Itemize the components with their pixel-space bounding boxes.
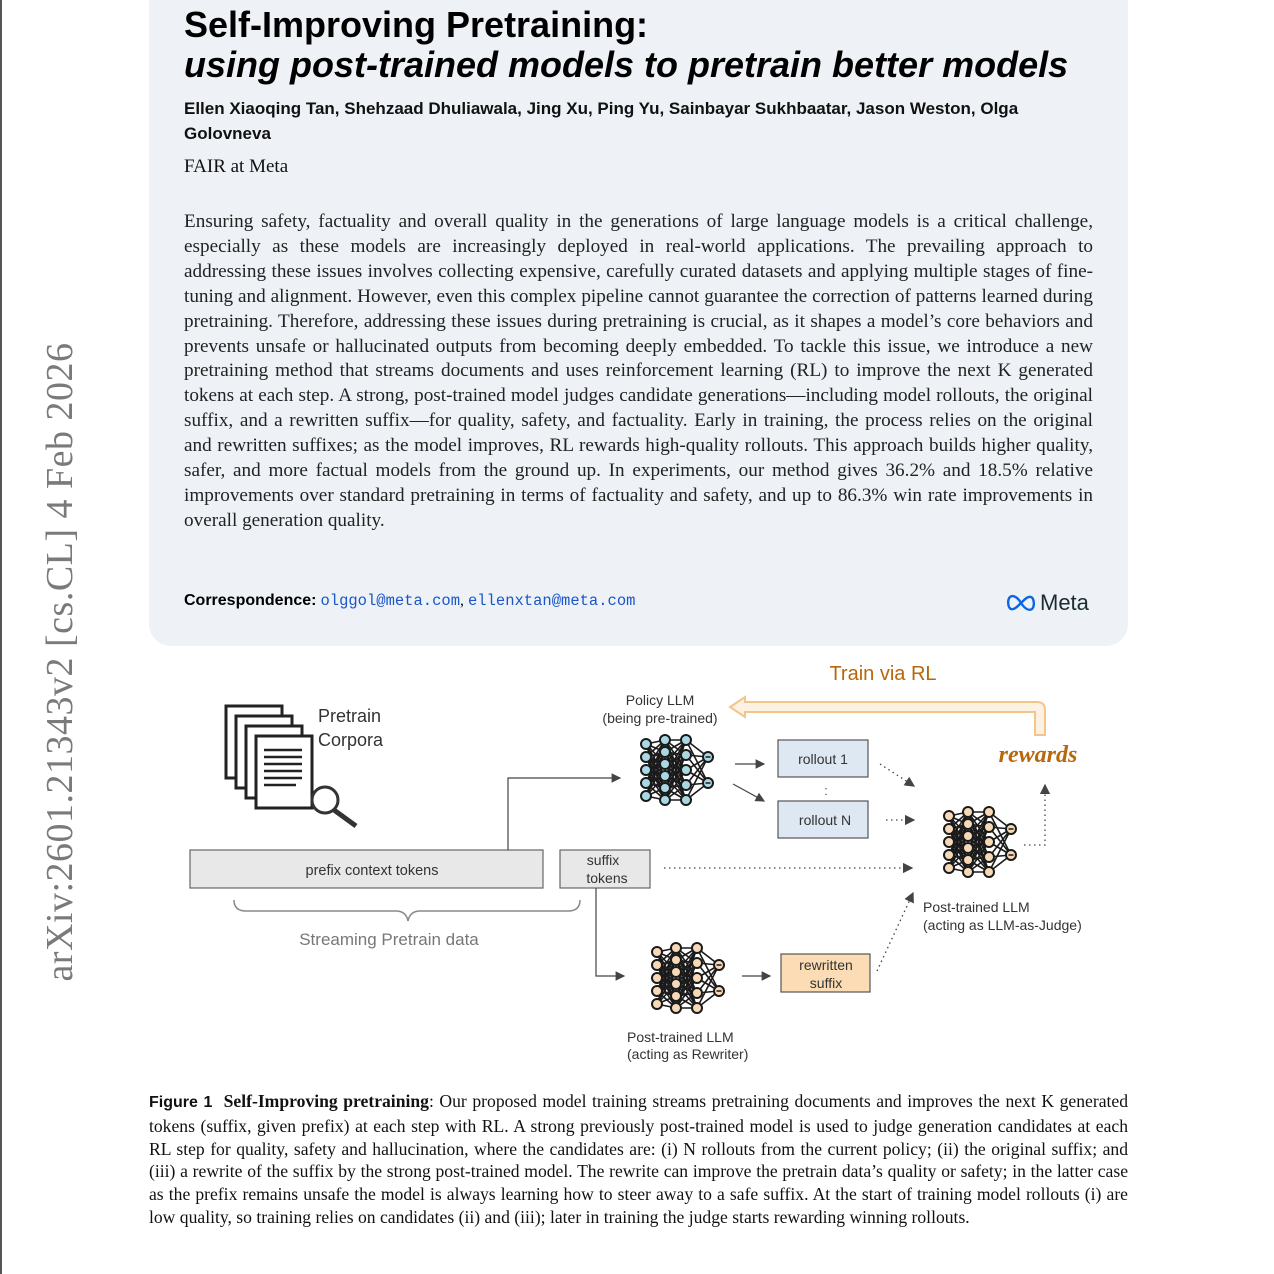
paper-title: Self-Improving Pretraining: (184, 4, 649, 45)
pretrain-corpora-line2: Corpora (318, 730, 384, 750)
judge-label-line1: Post-trained LLM (923, 899, 1030, 915)
magnifier-icon (312, 787, 356, 826)
streaming-label: Streaming Pretrain data (299, 930, 479, 949)
email-link-2[interactable]: ellenxtan@meta.com (468, 592, 636, 610)
rewards-label: rewards (998, 742, 1078, 768)
rewritten-suffix-line1: rewritten (799, 957, 853, 973)
train-via-rl-label: Train via RL (829, 663, 937, 685)
rollout-N-label: rollout N (798, 812, 852, 828)
rewriter-neural-network-icon (652, 943, 724, 1013)
suffix-label-line2: tokens (586, 870, 628, 886)
figure-caption (149, 1090, 1128, 1229)
rewriter-label-line1: Post-trained LLM (627, 1029, 734, 1045)
policy-llm-label-line2: (being pre-trained) (602, 710, 718, 726)
paper-subtitle: using post-trained models to pretrain better models (184, 44, 1069, 85)
rewritten-suffix-line2: suffix (809, 975, 843, 991)
figure-name: Self-Improving pretraining (223, 1091, 429, 1111)
email-separator: , (460, 592, 464, 609)
meta-logo-text: Meta (1040, 590, 1089, 615)
policy-to-rolloutN-arrow (733, 784, 764, 801)
pretrain-corpora-line1: Pretrain (318, 706, 382, 726)
policy-llm-label-line1: Policy LLM (625, 692, 695, 708)
author-list: Ellen Xiaoqing Tan, Shehzaad Dhuliawala, Jing Xu, Ping Yu, Sainbayar Sukhbaatar, Jason Weston, Olga Golovneva (184, 99, 1019, 143)
abstract: Ensuring safety, factuality and overall quality in the generations of large language models is a critical challenge, especially as these models are increasingly deployed in real-world applications. The prevailing approach to addressing these issues involves collecting expensive, carefully curated datasets and applying multiple stages of fine-tuning and alignment. However, even this complex pipeline cannot guarantee the correction of patterns learned during pretraining. Therefore, addressing these issues during pretraining is crucial, as it shapes a model’s core behaviors and prevents unsafe or hallucinated outputs from becoming deeply embedded. To tackle this issue, we introduce a new pretraining method that streams documents and uses reinforcement learning (RL) to improve the next K generated tokens at each step. A strong, post-trained model judges candidate generations—including model rollouts, the original suffix, and a rewritten suffix—for quality, safety, and factuality. Early in training, the process relies on the original and rewritten suffixes; as the model improves, RL rewards high-quality rollouts. This approach builds higher quality, safer, and more factual models from the ground up. In experiments, our method gives 36.2% and 18.5% relative improvements over standard pretraining in terms of factuality and safety, and up to 86.3% win rate improvements in overall generation quality. (184, 211, 1093, 531)
email-link-1[interactable]: olggol@meta.com (320, 592, 460, 610)
judge-neural-network-icon (944, 807, 1016, 877)
rl-feedback-arrow (730, 697, 1045, 735)
documents-icon (226, 706, 312, 808)
streaming-brace (234, 900, 580, 921)
judge-label-line2: (acting as LLM-as-Judge) (923, 917, 1082, 933)
affiliation: FAIR at Meta (184, 156, 289, 177)
rollout-ellipsis: : (824, 783, 828, 798)
caption-text: : Our proposed model training streams pretraining documents and improves the next K generated tokens (suffix, given prefix) at each step with RL. A strong previously post-trained model is used to judge generation candidates at each RL step for quality, safety and hallucination, where the candidates are: (i) N rollouts from the current policy; (ii) the original suffix; and (iii) a rewrite of the suffix by the strong post-trained model. The rewrite can improve the pretrain data’s quality or safety; in the latter case as the prefix remains unsafe the model is always learning how to steer away to a safe suffix. At the start of training model rollouts (i) are low quality, so training relies on candidates (ii) and (iii); later in training the judge starts rewarding winning rollouts. (149, 1091, 1129, 1227)
prefix-to-policy-arrow (508, 778, 620, 850)
policy-neural-network-icon (641, 735, 713, 805)
rewriter-label-line2: (acting as Rewriter) (627, 1046, 749, 1062)
figure-label: Figure 1 (149, 1094, 213, 1111)
prefix-label: prefix context tokens (305, 863, 439, 879)
suffix-label-line1: suffix (586, 852, 620, 868)
correspondence-label: Correspondence: (184, 592, 317, 609)
suffix-to-rewriter-arrow (596, 888, 624, 976)
arxiv-identifier: arXiv:2601.21343v2 [cs.CL] 4 Feb 2026 (39, 342, 81, 982)
rollout-1-label: rollout 1 (798, 751, 848, 767)
